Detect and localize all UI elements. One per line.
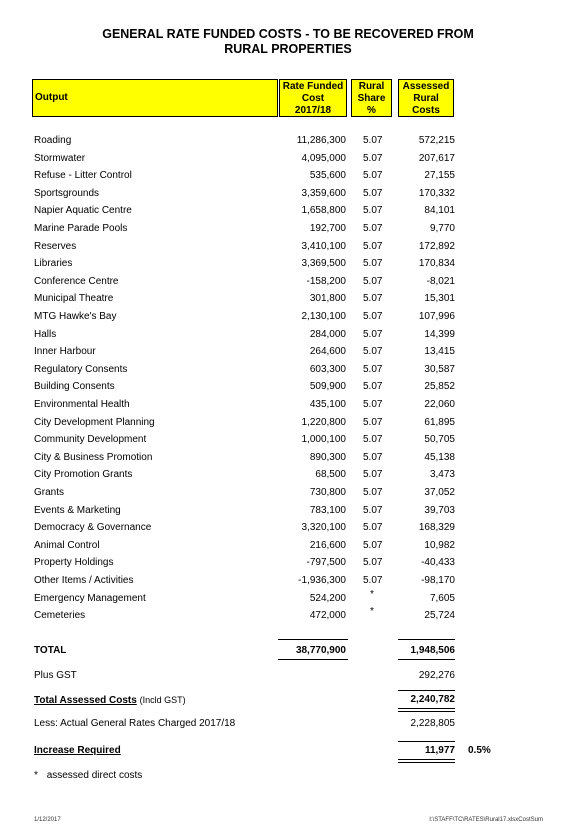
table-row [0, 487, 576, 505]
row-assessed: 170,834 [418, 258, 455, 270]
row-rural-share: 5.07 [363, 258, 383, 270]
row-rural-share: * [370, 606, 374, 618]
row-assessed: 3,473 [429, 469, 455, 481]
table-row [0, 588, 576, 611]
table-row [0, 346, 576, 364]
gst-label: Plus GST [34, 670, 77, 681]
row-rural-share: 5.07 [363, 293, 383, 305]
header-rate-funded [279, 79, 347, 117]
header-assessed-line: Assessed [402, 81, 450, 92]
row-label: Events & Marketing [34, 504, 121, 516]
row-label: Reserves [34, 240, 77, 252]
total-rate-funded: 38,770,900 [295, 645, 346, 656]
row-assessed: 39,703 [424, 504, 455, 516]
row-rural-share: 5.07 [363, 381, 383, 393]
title-line-2: RURAL PROPERTIES [224, 42, 352, 56]
table-row [0, 557, 576, 575]
header-output-label: Output [35, 92, 68, 103]
row-label: Community Development [34, 434, 147, 446]
row-rural-share: 5.07 [363, 223, 383, 234]
header-output [32, 79, 278, 117]
row-assessed: 14,399 [424, 328, 455, 340]
row-label: Sportsgrounds [34, 187, 100, 199]
row-rate-funded: 730,800 [309, 487, 346, 498]
table-row [0, 364, 576, 382]
row-assessed: 25,724 [424, 610, 455, 622]
row-rate-funded: -1,936,300 [298, 575, 346, 586]
row-assessed: 10,982 [424, 539, 455, 551]
row-rural-share: 5.07 [363, 522, 383, 534]
total-assessed-note: (Incld GST) [139, 695, 186, 705]
table-row [0, 170, 576, 188]
row-label: Halls [34, 328, 57, 340]
total-rule-rf [278, 639, 348, 640]
table-row [0, 135, 576, 153]
row-assessed: 37,052 [424, 487, 455, 498]
total-assessed-value: 2,240,782 [410, 694, 455, 705]
row-label: MTG Hawke's Bay [34, 311, 117, 322]
row-rural-share: 5.07 [363, 416, 383, 428]
row-rural-share: 5.07 [363, 557, 383, 569]
row-label: Regulatory Consents [34, 363, 128, 375]
row-rural-share: 5.07 [363, 275, 383, 287]
row-rate-funded: 603,300 [309, 363, 346, 375]
increase-label: Increase Required [34, 745, 121, 756]
row-label: Marine Parade Pools [34, 223, 128, 234]
row-rate-funded: 524,200 [309, 592, 346, 604]
row-rate-funded: 1,000,100 [301, 434, 346, 446]
row-label: Refuse - Litter Control [34, 170, 132, 182]
increase-rule [398, 741, 455, 742]
footnote-text: assessed direct costs [46, 770, 143, 781]
total-rule-ac [398, 639, 455, 640]
row-rate-funded: 4,095,000 [301, 152, 346, 164]
footer-path: I:\STAFF\TC\RATES\Rural17.xlsxCostSum [429, 817, 543, 823]
table-row [0, 188, 576, 206]
row-assessed: 84,101 [424, 205, 455, 217]
row-rural-share: 5.07 [363, 187, 383, 199]
table-row [0, 540, 576, 558]
row-assessed: 22,060 [424, 399, 455, 410]
header-rate-funded-line: Rate Funded [282, 81, 344, 92]
row-assessed: 25,852 [424, 381, 455, 393]
row-rate-funded: 68,500 [315, 469, 346, 481]
row-rural-share: 5.07 [363, 539, 383, 551]
row-rate-funded: -797,500 [306, 557, 346, 569]
row-rate-funded: 890,300 [309, 451, 346, 463]
table-row [0, 417, 576, 435]
total-assessed-double-underline [398, 708, 455, 712]
row-assessed: 107,996 [418, 311, 455, 322]
row-rate-funded: 1,658,800 [301, 205, 346, 217]
row-rate-funded: 783,100 [309, 504, 346, 516]
row-rural-share: 5.07 [363, 346, 383, 358]
table-row [0, 311, 576, 329]
table-row [0, 452, 576, 470]
row-rural-share: 5.07 [363, 240, 383, 252]
row-rate-funded: 3,369,500 [301, 258, 346, 270]
row-label: Grants [34, 487, 65, 498]
table-row [0, 258, 576, 276]
row-rate-funded: 2,130,100 [301, 311, 346, 322]
header-rural-share-line: Share [357, 93, 386, 104]
table-row [0, 153, 576, 171]
header-assessed-line: Rural [413, 93, 439, 104]
increase-percent: 0.5% [468, 745, 491, 756]
header-rural-share [351, 79, 392, 117]
footnote-star: * [34, 770, 38, 781]
table-row [0, 293, 576, 311]
row-rural-share: 5.07 [363, 311, 383, 322]
row-rural-share: 5.07 [363, 469, 383, 481]
row-rate-funded: -158,200 [306, 275, 346, 287]
table-row [0, 276, 576, 294]
row-label: Building Consents [34, 381, 115, 393]
row-assessed: 61,895 [424, 416, 455, 428]
row-rural-share: * [370, 588, 374, 600]
table-row [0, 205, 576, 223]
table-row [0, 575, 576, 593]
row-assessed: 45,138 [424, 451, 455, 463]
row-assessed: 7,605 [429, 592, 455, 604]
gst-assessed: 292,276 [418, 670, 455, 681]
total-assessed-label: Total Assessed Costs [34, 695, 137, 706]
row-label: Napier Aquatic Centre [34, 205, 132, 217]
row-rate-funded: 11,286,300 [296, 135, 346, 146]
row-label: Environmental Health [34, 399, 130, 410]
row-rate-funded: 284,000 [309, 328, 346, 340]
row-label: Cemeteries [34, 610, 86, 622]
row-rural-share: 5.07 [363, 451, 383, 463]
table-row [0, 522, 576, 540]
table-row [0, 329, 576, 347]
row-assessed: -98,170 [421, 575, 455, 586]
row-assessed: 170,332 [418, 187, 455, 199]
row-rate-funded: 535,600 [309, 170, 346, 182]
table-row [0, 434, 576, 452]
row-rate-funded: 301,800 [309, 293, 346, 305]
table-row [0, 399, 576, 417]
row-assessed: 572,215 [418, 135, 455, 146]
row-rate-funded: 264,600 [309, 346, 346, 358]
page-title [0, 27, 576, 57]
row-label: City Promotion Grants [34, 469, 133, 481]
total-label: TOTAL [34, 645, 67, 656]
header-assessed-line: Costs [412, 105, 440, 116]
total-assessed: 1,948,506 [410, 645, 455, 656]
row-rate-funded: 3,410,100 [301, 240, 346, 252]
row-label: Inner Harbour [34, 346, 96, 358]
table-row [0, 469, 576, 487]
table-row [0, 606, 576, 628]
row-label: Roading [34, 135, 72, 146]
table-row [0, 241, 576, 259]
row-assessed: 172,892 [418, 240, 455, 252]
row-assessed: 13,415 [424, 346, 455, 358]
row-label: Municipal Theatre [34, 293, 114, 305]
header-rural-share-line: % [367, 105, 376, 116]
row-rural-share: 5.07 [363, 205, 383, 217]
header-assessed [398, 79, 454, 117]
row-label: Emergency Management [34, 592, 146, 604]
less-assessed: 2,228,805 [410, 718, 455, 729]
title-line-1: GENERAL RATE FUNDED COSTS - TO BE RECOVERED FROM [102, 27, 474, 41]
row-label: Other Items / Activities [34, 575, 134, 586]
row-rural-share: 5.07 [363, 135, 383, 146]
row-assessed: 50,705 [424, 434, 455, 446]
row-rural-share: 5.07 [363, 399, 383, 410]
row-rate-funded: 1,220,800 [301, 416, 346, 428]
footnote [34, 770, 142, 782]
row-rate-funded: 472,000 [309, 610, 346, 622]
total-underline-rf [278, 659, 348, 660]
increase-assessed: 11,977 [424, 745, 455, 756]
table-row [0, 381, 576, 399]
total-assessed-rule [398, 690, 455, 691]
row-assessed: 9,770 [429, 223, 455, 234]
row-rate-funded: 509,900 [309, 381, 346, 393]
row-rural-share: 5.07 [363, 575, 383, 586]
total-underline-ac [398, 659, 455, 660]
row-rural-share: 5.07 [363, 152, 383, 164]
row-rural-share: 5.07 [363, 434, 383, 446]
header-rate-funded-line: 2017/18 [294, 105, 332, 116]
row-rate-funded: 216,600 [309, 539, 346, 551]
row-label: Democracy & Governance [34, 522, 152, 534]
row-rate-funded: 3,359,600 [301, 187, 346, 199]
increase-double-underline [398, 759, 455, 763]
row-rate-funded: 3,320,100 [301, 522, 346, 534]
row-label: City & Business Promotion [34, 451, 153, 463]
row-label: Property Holdings [34, 557, 114, 569]
row-rural-share: 5.07 [363, 170, 383, 182]
row-label: City Development Planning [34, 416, 155, 428]
header-rural-share-line: Rural [358, 81, 385, 92]
table-row [0, 223, 576, 241]
row-label: Libraries [34, 258, 73, 270]
row-assessed: 30,587 [424, 363, 455, 375]
row-label: Conference Centre [34, 275, 119, 287]
row-assessed: -40,433 [421, 557, 455, 569]
row-label: Stormwater [34, 152, 86, 164]
row-rate-funded: 192,700 [309, 223, 346, 234]
row-label: Animal Control [34, 539, 100, 551]
row-rural-share: 5.07 [363, 363, 383, 375]
row-rural-share: 5.07 [363, 487, 383, 498]
row-rural-share: 5.07 [363, 504, 383, 516]
row-assessed: -8,021 [426, 275, 455, 287]
total-assessed-row [34, 694, 186, 707]
less-label: Less: Actual General Rates Charged 2017/18 [34, 718, 236, 729]
header-rate-funded-line: Cost [301, 93, 325, 104]
row-assessed: 207,617 [418, 152, 455, 164]
row-rural-share: 5.07 [363, 328, 383, 340]
row-assessed: 27,155 [424, 170, 455, 182]
table-row [0, 505, 576, 523]
row-rate-funded: 435,100 [309, 399, 346, 410]
row-assessed: 168,329 [418, 522, 455, 534]
row-assessed: 15,301 [424, 293, 455, 305]
footer-date: 1/12/2017 [34, 817, 61, 823]
